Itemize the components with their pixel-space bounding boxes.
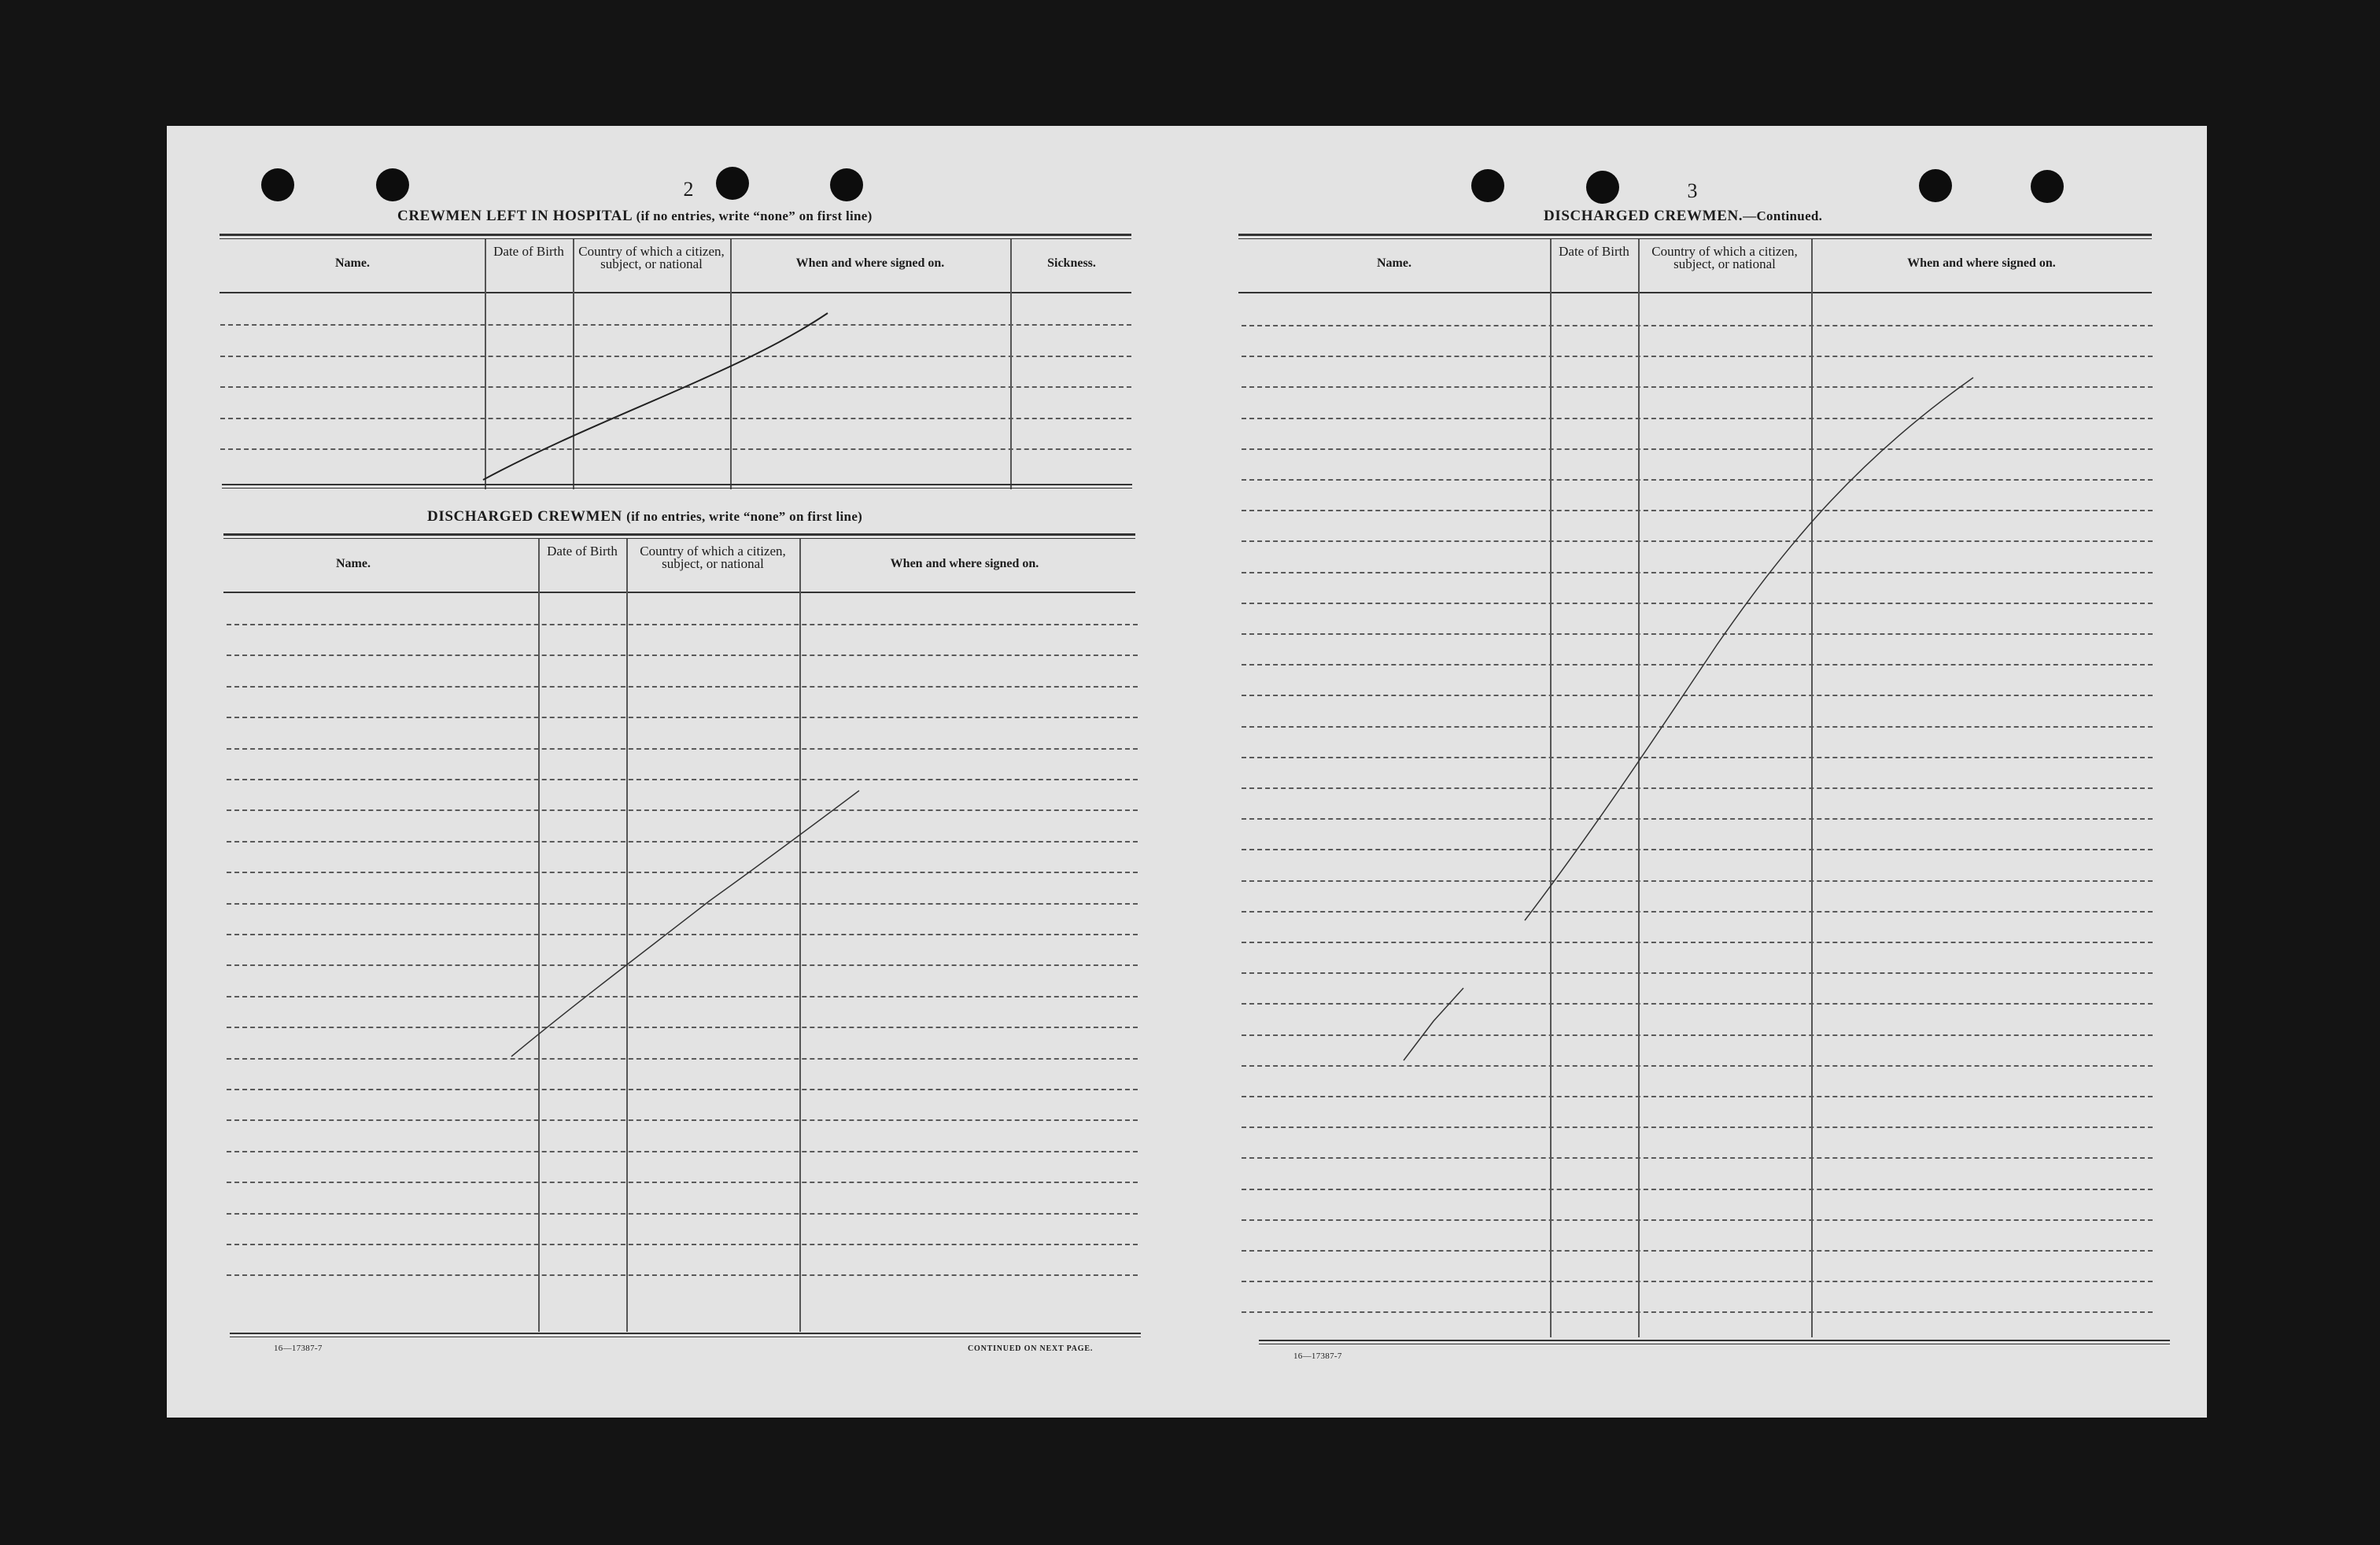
column-header-country: Country of which a citizen, subject, or national [578,244,725,271]
right-form-page [1182,126,2207,1418]
page-number: 2 [683,178,694,201]
left-form-page [167,126,1182,1418]
column-header-sickness: Sickness. [1047,256,1096,270]
strike-through-marks [1182,126,2207,1418]
strike-through-marks [167,126,1182,1418]
discharged-section-title: DISCHARGED CREWMEN (if no entries, write “none” on first line) [427,508,863,525]
column-header-country: Country of which a citizen, subject, or national [640,544,786,571]
continued-note: CONTINUED ON NEXT PAGE. [968,1344,1094,1353]
column-header-signed-on: When and where signed on. [1907,256,2056,270]
page-number: 3 [1687,179,1698,202]
hospital-section-title: CREWMEN LEFT IN HOSPITAL (if no entries, write “none” on first line) [397,208,873,224]
form-code: 16—17387-7 [274,1344,323,1353]
column-header-country: Country of which a citizen, subject, or national [1651,244,1798,271]
column-header-signed-on: When and where signed on. [890,557,1039,570]
column-header-date-of-birth: Date of Birth [493,244,564,259]
discharged-continued-title: DISCHARGED CREWMEN.—Continued. [1544,208,1823,224]
column-header-date-of-birth: Date of Birth [547,544,618,559]
column-header-date-of-birth: Date of Birth [1559,244,1629,259]
form-code: 16—17387-7 [1293,1351,1342,1361]
column-header-name: Name. [1377,256,1411,270]
column-header-name: Name. [335,256,370,270]
column-header-signed-on: When and where signed on. [795,256,945,270]
column-header-name: Name. [336,557,371,570]
